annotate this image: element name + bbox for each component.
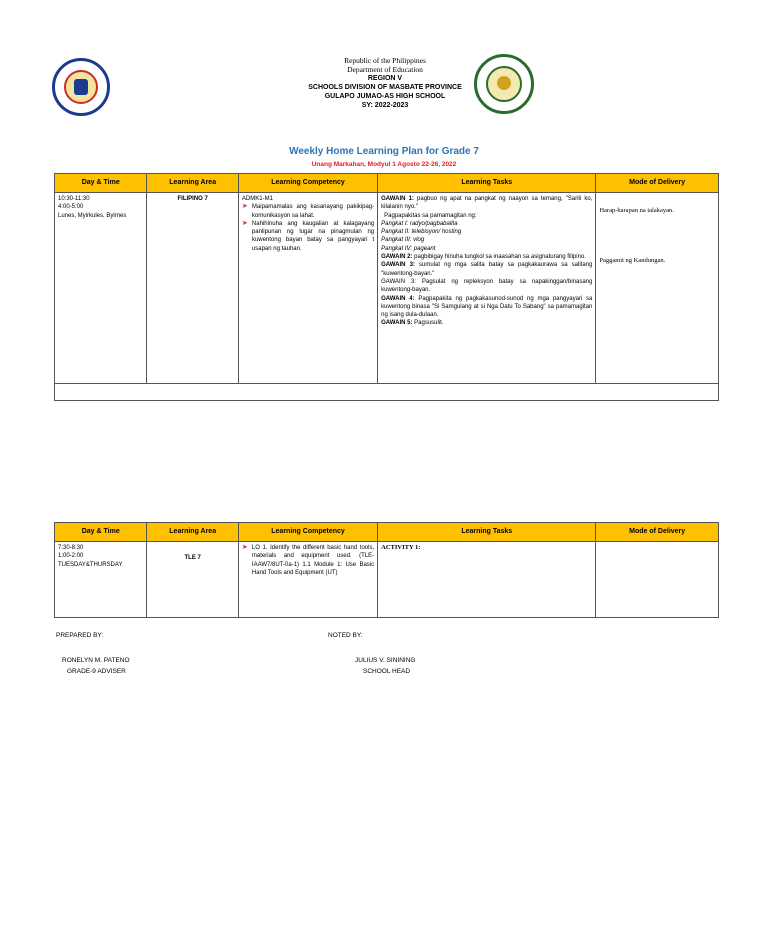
time-slot: 7:30-8:30 <box>58 545 84 551</box>
competency-code: ADMK1-M1 <box>241 196 273 202</box>
header-department: Department of Education <box>347 65 423 74</box>
delivery-mode: Harap-harapan na talakayan. <box>599 207 674 214</box>
day-list: Lunes, Myirkules, Byirnes <box>58 212 127 219</box>
bullet-arrow-icon: ➤ <box>241 203 248 211</box>
time-slot: 10:30-11:30 <box>58 196 90 202</box>
bullet-arrow-icon: ➤ <box>241 219 248 227</box>
bullet-arrow-icon: ➤ <box>241 544 248 551</box>
learning-plan-table-filipino <box>54 173 719 401</box>
task-group: Pangkat III: vlog <box>381 237 425 244</box>
task-gawain-5: GAWAIN 5: Pagsusulit. <box>381 320 444 327</box>
column-header-mode-of-delivery: Mode of Delivery <box>596 174 719 193</box>
noted-by-name: JULIUS V. SININING <box>355 657 416 664</box>
column-header-day-time: Day & Time <box>55 174 147 193</box>
table-row-empty <box>55 384 719 401</box>
competency-item <box>242 203 374 220</box>
day-list: TUESDAY&THURSDAY <box>58 561 123 568</box>
time-slot: 1:00-2:00 <box>58 553 84 560</box>
table-row <box>55 193 719 384</box>
column-header-day-time: Day & Time <box>55 523 147 542</box>
learning-plan-table-tle <box>54 522 719 618</box>
table-header-row <box>55 523 719 542</box>
competency-text: LO 1. Identify the different basic hand tools, materials and equipment used. (TLE-IAAW7/8UT-0a-1) 1.1 Module 1: Use Basic Hand Tools and Equipment (UT) <box>251 545 375 576</box>
header-division: SCHOOLS DIVISION OF MASBATE PROVINCE <box>308 84 462 91</box>
task-group: Pangkat IV: pageant <box>381 245 436 252</box>
competency-item <box>242 220 374 253</box>
learning-competency-cell <box>238 193 377 384</box>
task-gawain-3: GAWAIN 3: sumulat ng mga salita batay sa pagkakaurawa sa salitang "kuwentong-bayan." <box>381 262 593 277</box>
competency-item <box>242 544 374 577</box>
competency-text: Nahihinuha ang kaugalian at kalagayang panlipunan ng lugar na pinagmulan ng kuwentong bayan batay sa pangyayari t usapan ng tauhan. <box>251 220 375 252</box>
task-group: Pangkat II: telebisyon/ hosting <box>381 229 462 236</box>
task-subheading: Pagpapakitas sa pamamagitan ng: <box>384 212 477 219</box>
task-gawain-1: GAWAIN 1: pagbuo ng apat na pangkat ng naayon sa temang, "Sarili ko, kilalanin nyo." <box>381 196 593 211</box>
prepared-by-name: RONELYN M. PATENO <box>62 657 130 664</box>
mode-of-delivery-cell <box>596 193 719 384</box>
learning-competency-cell <box>238 542 377 618</box>
column-header-learning-area: Learning Area <box>147 174 238 193</box>
plan-subtitle: Unang Markahan, Modyul 1 Agosto 22-26, 2022 <box>311 161 457 168</box>
header-region: REGION V <box>367 75 403 82</box>
column-header-learning-competency: Learning Competency <box>238 523 377 542</box>
time-slot: 4:00-5:00 <box>58 204 84 211</box>
header-republic: Republic of the Philippines <box>344 56 426 65</box>
column-header-learning-tasks: Learning Tasks <box>378 523 596 542</box>
deped-seal-logo <box>52 58 110 116</box>
column-header-learning-tasks: Learning Tasks <box>378 174 596 193</box>
day-time-cell <box>55 542 147 618</box>
learning-area-cell: TLE 7 <box>147 542 238 618</box>
column-header-mode-of-delivery: Mode of Delivery <box>596 523 719 542</box>
prepared-by-role: GRADE-9 ADVISER <box>67 668 126 675</box>
noted-by-label: NOTED BY: <box>328 632 363 639</box>
empty-cell <box>55 384 719 401</box>
task-gawain-4: GAWAIN 4: Pagpapakita ng pagkakasunod-sunod ng mga pangyayari sa kuwentong binasa "Si Samgulang at si Nga Datu To Sabang" sa pamamagitan ng isang dula-dulaan. <box>381 295 593 319</box>
prepared-by-label: PREPARED BY: <box>56 632 104 639</box>
column-header-learning-competency: Learning Competency <box>238 174 377 193</box>
day-time-cell <box>55 193 147 384</box>
learning-tasks-cell: ACTIVITY 1: <box>378 542 596 618</box>
learning-tasks-cell <box>378 193 596 384</box>
task-gawain-3b: GAWAIN 3: Pagsulat ng repleksyon batay sa napakinggan/binasang kuwentong-bayan. <box>381 278 593 294</box>
table-row <box>55 542 719 618</box>
task-gawain-2: GAWAIN 2: pagbibigay hinuha tungkol sa inaasahan sa asignaturang filipino. <box>381 254 586 261</box>
column-header-learning-area: Learning Area <box>147 523 238 542</box>
learning-area-cell: FILIPINO 7 <box>147 193 238 384</box>
header-school-year: SY: 2022-2023 <box>361 102 409 109</box>
plan-title: Weekly Home Learning Plan for Grade 7 <box>289 146 479 157</box>
header-school: GULAPO JUMAO-AS HIGH SCHOOL <box>324 93 446 100</box>
delivery-mode: Paggamit ng Kandungan. <box>599 257 666 265</box>
mode-of-delivery-cell <box>596 542 719 618</box>
task-group: Pangkat I: radyo/pagbabalita <box>381 220 458 227</box>
competency-text: Maipamamalas ang kasanayang pakikipag-komunikasyon sa lahat. <box>251 204 375 219</box>
noted-by-role: SCHOOL HEAD <box>363 668 411 675</box>
table-header-row <box>55 174 719 193</box>
